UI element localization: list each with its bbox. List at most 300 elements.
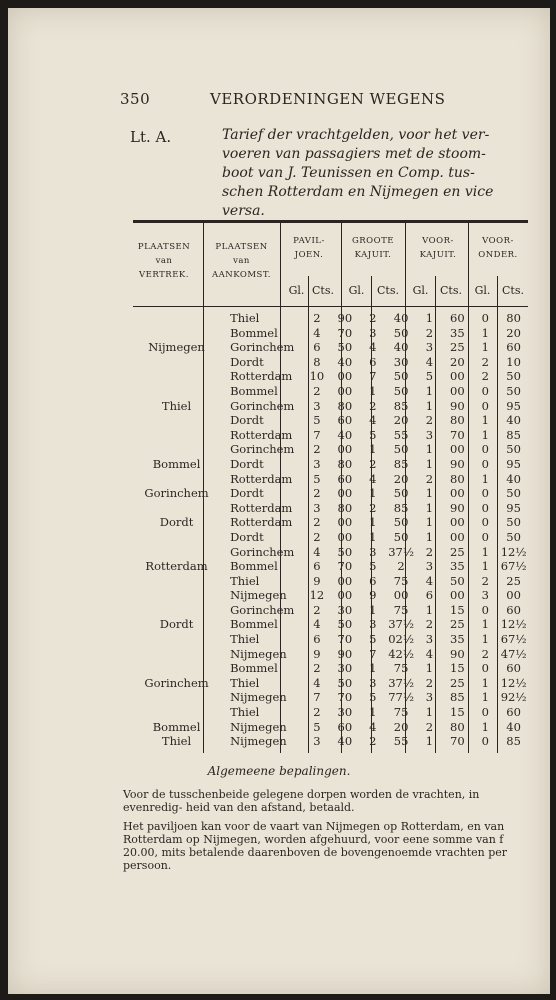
guilders-cell: 1	[481, 617, 489, 632]
header-to-line: AANKOMST.	[212, 270, 271, 280]
cents-cell: 50	[506, 486, 521, 501]
table-row	[133, 457, 528, 472]
cents-cell: 40	[337, 734, 353, 749]
header-from	[125, 240, 203, 282]
cents-cell: 60	[506, 340, 521, 355]
guilders-cell: 0	[481, 661, 489, 676]
guilders-cell: 7	[369, 369, 377, 384]
book-page	[8, 8, 550, 994]
cents-cell: 90	[450, 398, 465, 413]
cents-cell: 70	[337, 559, 353, 574]
cents-cell: 80	[337, 500, 353, 515]
arrival-place: Rotterdam	[230, 500, 293, 515]
page-number: 350	[120, 90, 151, 108]
guilders-cell: 2	[313, 486, 321, 501]
guilders-cell: 0	[481, 311, 489, 325]
table-row	[133, 369, 528, 384]
group-groote-kajuit: GROOTE KAJUIT.	[351, 236, 394, 260]
table-row	[133, 559, 528, 574]
cents-cell: 37½	[388, 544, 414, 559]
arrival-place: Nijmegen	[230, 690, 287, 705]
departure-place: Dordt	[159, 515, 194, 530]
cents-cell: 85	[393, 398, 409, 413]
departure-place	[133, 588, 220, 603]
table-row	[133, 647, 528, 662]
table-row	[133, 690, 528, 705]
cents-cell: 80	[337, 398, 353, 413]
guilders-cell: 0	[481, 529, 489, 544]
cents-cell: 50	[506, 383, 521, 398]
cents-cell: 50	[337, 617, 353, 632]
cents-cell: 10	[506, 354, 521, 369]
guilders-cell: 1	[481, 544, 489, 559]
group-paviljoen: PAVIL- JOEN.	[293, 236, 325, 260]
cents-cell: 50	[506, 369, 521, 384]
departure-place	[133, 428, 220, 443]
guilders-cell: 1	[481, 719, 489, 734]
cents-cell: 40	[506, 471, 521, 486]
cents-cell: 30	[337, 705, 353, 720]
guilders-cell: 2	[481, 369, 489, 384]
cents-cell: 75	[393, 705, 409, 720]
table-row	[133, 384, 528, 399]
guilders-cell: 0	[481, 515, 489, 530]
cents-cell: 75	[393, 661, 409, 676]
guilders-cell: 3	[425, 427, 434, 442]
guilders-cell: 2	[481, 573, 489, 588]
note-villages: Voor de tusschenbeide gelegene dorpen worden de vrachten, in evenredig- heid van den afstand, betaald.	[123, 788, 480, 814]
cents-cell: 25	[450, 617, 465, 632]
cents-cell: 70	[337, 632, 353, 647]
table-row	[133, 603, 528, 618]
unit-cts: Cts.	[440, 284, 462, 297]
guilders-cell: 9	[369, 588, 377, 603]
guilders-cell: 3	[369, 544, 377, 559]
guilders-cell: 2	[313, 705, 321, 720]
departure-place	[133, 413, 220, 428]
header-to	[204, 240, 279, 282]
cents-cell: 50	[506, 515, 521, 530]
tariff-table	[133, 311, 528, 749]
arrival-place: Rotterdam	[230, 369, 293, 384]
cents-cell: 60	[337, 471, 353, 486]
guilders-cell: 3	[425, 340, 434, 355]
cents-cell: 50	[337, 675, 353, 690]
cents-cell: 85	[506, 734, 521, 749]
cents-cell: 00	[450, 588, 465, 603]
departure-place: Thiel	[161, 734, 192, 749]
guilders-cell: 5	[313, 471, 321, 486]
cents-cell: 47½	[500, 646, 527, 661]
title-line: versa.	[222, 203, 265, 219]
guilders-cell: 4	[369, 719, 377, 734]
cents-cell: 50	[337, 340, 353, 355]
cents-cell: 50	[337, 544, 353, 559]
arrival-place: Dordt	[230, 456, 264, 471]
cents-cell: 20	[450, 354, 465, 369]
cents-cell: 15	[450, 661, 465, 676]
guilders-cell: 1	[481, 427, 489, 442]
unit-gl: Gl.	[288, 284, 305, 297]
guilders-cell: 0	[481, 383, 489, 398]
cents-cell: 20	[393, 471, 409, 486]
cents-cell: 02½	[388, 632, 414, 647]
header-from-line: PLAATSEN	[137, 242, 191, 252]
cents-cell: 00	[450, 369, 465, 384]
guilders-cell: 1	[425, 311, 434, 325]
table-row	[133, 326, 528, 341]
guilders-cell: 3	[313, 456, 321, 471]
cents-cell: 67½	[500, 559, 527, 574]
table-row	[133, 413, 528, 428]
header-to-line: PLAATSEN	[215, 242, 268, 252]
table-row	[133, 661, 528, 676]
cents-cell: 70	[450, 427, 465, 442]
guilders-cell: 1	[481, 690, 489, 705]
cents-cell: 90	[337, 646, 353, 661]
arrival-place: Nijmegen	[230, 734, 287, 749]
guilders-cell: 1	[481, 559, 489, 574]
guilders-cell: 1	[425, 383, 434, 398]
guilders-cell: 5	[369, 690, 377, 705]
guilders-cell: 5	[369, 427, 377, 442]
cents-cell: 50	[506, 529, 521, 544]
cents-cell: 20	[393, 413, 409, 428]
cents-cell: 20	[506, 325, 521, 340]
departure-place	[133, 690, 220, 705]
cents-cell: 50	[393, 486, 409, 501]
departure-place: Gorinchem	[144, 486, 209, 501]
cents-cell: 25	[506, 573, 521, 588]
header-to-line: van	[233, 256, 250, 266]
cents-cell: 25	[450, 675, 465, 690]
departure-place: Nijmegen	[148, 340, 205, 355]
unit-gl: Gl.	[348, 284, 365, 297]
table-row	[133, 734, 528, 749]
guilders-cell: 4	[313, 325, 321, 340]
cents-cell: 80	[337, 456, 353, 471]
unit-gl: Gl.	[412, 284, 429, 297]
guilders-cell: 0	[481, 705, 489, 720]
departure-place	[133, 326, 220, 341]
departure-place	[133, 501, 220, 516]
departure-place	[133, 472, 220, 487]
cents-cell: 00	[337, 529, 353, 544]
cents-cell: 55	[393, 734, 409, 749]
cents-cell: 50	[393, 442, 409, 457]
cents-cell: 70	[337, 690, 353, 705]
guilders-cell: 2	[313, 661, 321, 676]
cents-cell: 90	[337, 311, 353, 325]
cents-cell: 00	[450, 529, 465, 544]
guilders-cell: 1	[481, 325, 489, 340]
cents-cell: 30	[337, 602, 353, 617]
guilders-cell: 1	[369, 602, 377, 617]
guilders-cell: 1	[425, 442, 434, 457]
cents-cell: 60	[337, 413, 353, 428]
guilders-cell: 2	[313, 602, 321, 617]
guilders-cell: 3	[369, 617, 377, 632]
departure-place	[133, 705, 220, 720]
arrival-place: Gorinchem	[230, 544, 295, 559]
guilders-cell: 0	[481, 486, 489, 501]
guilders-cell: 2	[369, 456, 377, 471]
guilders-cell: 1	[425, 456, 434, 471]
section-label: Lt. A.	[130, 128, 172, 146]
cents-cell: 95	[506, 456, 521, 471]
table-row	[133, 676, 528, 691]
guilders-cell: 1	[481, 632, 489, 647]
guilders-cell: 1	[425, 529, 434, 544]
arrival-place: Thiel	[230, 675, 260, 690]
cents-cell: 75	[393, 573, 409, 588]
guilders-cell: 0	[481, 602, 489, 617]
arrival-place: Dordt	[230, 529, 264, 544]
guilders-cell: 9	[313, 646, 321, 661]
note-paviljoen: Het paviljoen kan voor de vaart van Nijmegen op Rotterdam, en van Rotterdam op Nijmegen, worden afgehuurd, voor eene somme van f 20.00, mits betalende daarenboven de bovengenoemde vrachten per persoon.	[123, 820, 508, 872]
guilders-cell: 2	[313, 442, 321, 457]
unit-cts: Cts.	[312, 284, 334, 297]
cents-cell: 80	[506, 311, 521, 325]
guilders-cell: 1	[481, 413, 489, 428]
cents-cell: 85	[393, 456, 409, 471]
departure-place	[133, 545, 220, 560]
cents-cell: 50	[393, 369, 409, 384]
cents-cell: 37½	[388, 617, 414, 632]
guilders-cell: 1	[425, 486, 434, 501]
cents-cell: 50	[393, 325, 409, 340]
departure-place	[133, 311, 220, 326]
departure-place	[133, 603, 220, 618]
arrival-place: Gorinchem	[230, 398, 295, 413]
arrival-place: Bommel	[230, 325, 278, 340]
guilders-cell: 1	[369, 529, 377, 544]
guilders-cell: 3	[425, 559, 434, 574]
cents-cell: 00	[337, 573, 353, 588]
cents-cell: 00	[393, 588, 409, 603]
cents-cell: 40	[337, 354, 353, 369]
cents-cell: 85	[506, 427, 521, 442]
guilders-cell: 6	[313, 559, 321, 574]
departure-place	[133, 661, 220, 676]
departure-place: Bommel	[152, 719, 201, 734]
departure-place	[133, 632, 220, 647]
cents-cell: 00	[506, 588, 521, 603]
guilders-cell: 2	[313, 311, 321, 325]
cents-cell: 77½	[388, 690, 414, 705]
guilders-cell: 3	[313, 398, 321, 413]
cents-cell: 95	[506, 398, 521, 413]
arrival-place: Nijmegen	[230, 719, 287, 734]
cents-cell: 60	[506, 661, 521, 676]
departure-place	[133, 647, 220, 662]
table-row	[133, 545, 528, 560]
guilders-cell: 3	[313, 500, 321, 515]
guilders-cell: 6	[369, 354, 377, 369]
table-row	[133, 501, 528, 516]
arrival-place: Bommel	[230, 661, 278, 676]
departure-place: Gorinchem	[144, 675, 209, 690]
guilders-cell: 3	[313, 734, 321, 749]
cents-cell: 60	[506, 602, 521, 617]
arrival-place: Gorinchem	[230, 602, 295, 617]
cents-cell: 12½	[500, 544, 527, 559]
guilders-cell: 3	[425, 690, 434, 705]
guilders-cell: 2	[425, 719, 434, 734]
cents-cell: 2	[397, 559, 405, 574]
departure-place	[133, 530, 220, 545]
guilders-cell: 2	[313, 515, 321, 530]
cents-cell: 30	[393, 354, 409, 369]
cents-cell: 50	[393, 383, 409, 398]
guilders-cell: 4	[425, 646, 434, 661]
group-voor-onder: VOOR- ONDER.	[478, 236, 518, 260]
departure-place	[133, 384, 220, 399]
departure-place: Rotterdam	[145, 559, 208, 574]
title-line: boot van J. Teunissen en Comp. tus-	[222, 165, 475, 181]
guilders-cell: 10	[309, 369, 325, 384]
guilders-cell: 1	[369, 383, 377, 398]
guilders-cell: 3	[425, 632, 434, 647]
cents-cell: 00	[450, 442, 465, 457]
cents-cell: 35	[450, 559, 465, 574]
guilders-cell: 1	[425, 661, 434, 676]
cents-cell: 30	[337, 661, 353, 676]
guilders-cell: 2	[425, 413, 434, 428]
running-title: VERORDENINGEN WEGENS	[210, 90, 446, 108]
title-line: schen Rotterdam en Nijmegen en vice	[222, 184, 494, 200]
guilders-cell: 4	[369, 340, 377, 355]
guilders-cell: 1	[481, 340, 489, 355]
guilders-cell: 1	[425, 602, 434, 617]
general-provisions-heading: Algemeene bepalingen.	[207, 764, 351, 778]
guilders-cell: 6	[313, 632, 321, 647]
departure-place: Bommel	[152, 456, 201, 471]
cents-cell: 50	[506, 442, 521, 457]
cents-cell: 35	[450, 632, 465, 647]
guilders-cell: 2	[425, 471, 434, 486]
table-row	[133, 399, 528, 414]
departure-place: Dordt	[159, 617, 194, 632]
cents-cell: 70	[450, 734, 465, 749]
cents-cell: 00	[337, 486, 353, 501]
arrival-place: Dordt	[230, 354, 264, 369]
guilders-cell: 5	[313, 719, 321, 734]
section-title	[222, 126, 532, 221]
group-voor-kajuit: VOOR- KAJUIT.	[419, 236, 457, 260]
arrival-place: Thiel	[230, 573, 260, 588]
cents-cell: 60	[337, 719, 353, 734]
guilders-cell: 2	[313, 529, 321, 544]
guilders-cell: 1	[369, 705, 377, 720]
title-line: Tarief der vrachtgelden, voor het ver-	[222, 127, 490, 143]
arrival-place: Gorinchem	[230, 340, 295, 355]
cents-cell: 50	[393, 529, 409, 544]
departure-place	[133, 355, 220, 370]
cents-cell: 80	[450, 471, 465, 486]
cents-cell: 60	[506, 705, 521, 720]
guilders-cell: 4	[369, 471, 377, 486]
cents-cell: 12½	[500, 617, 527, 632]
cents-cell: 00	[337, 588, 353, 603]
guilders-cell: 3	[369, 325, 377, 340]
guilders-cell: 4	[425, 573, 434, 588]
cents-cell: 00	[337, 369, 353, 384]
cents-cell: 00	[450, 515, 465, 530]
guilders-cell: 1	[369, 486, 377, 501]
guilders-cell: 4	[369, 413, 377, 428]
cents-cell: 40	[393, 340, 409, 355]
guilders-cell: 5	[369, 559, 377, 574]
guilders-cell: 7	[313, 427, 321, 442]
guilders-cell: 1	[425, 500, 434, 515]
guilders-cell: 0	[481, 500, 489, 515]
cents-cell: 55	[393, 427, 409, 442]
guilders-cell: 1	[369, 515, 377, 530]
table-row	[133, 340, 528, 355]
cents-cell: 70	[337, 325, 353, 340]
arrival-place: Thiel	[230, 632, 260, 647]
guilders-cell: 2	[425, 675, 434, 690]
cents-cell: 85	[393, 500, 409, 515]
guilders-cell: 5	[369, 632, 377, 647]
cents-cell: 15	[450, 705, 465, 720]
cents-cell: 37½	[388, 675, 414, 690]
unit-cts: Cts.	[502, 284, 524, 297]
guilders-cell: 5	[313, 413, 321, 428]
cents-cell: 80	[450, 413, 465, 428]
arrival-place: Bommel	[230, 617, 278, 632]
table-row	[133, 486, 528, 501]
guilders-cell: 2	[481, 354, 489, 369]
cents-cell: 60	[450, 311, 465, 325]
guilders-cell: 2	[369, 311, 377, 325]
guilders-cell: 1	[425, 515, 434, 530]
table-row	[133, 720, 528, 735]
cents-cell: 40	[337, 427, 353, 442]
guilders-cell: 4	[425, 354, 434, 369]
table-row	[133, 428, 528, 443]
departure-place	[133, 442, 220, 457]
departure-place	[133, 574, 220, 589]
guilders-cell: 4	[313, 675, 321, 690]
guilders-cell: 0	[481, 398, 489, 413]
guilders-cell: 6	[425, 588, 434, 603]
guilders-cell: 0	[481, 442, 489, 457]
guilders-cell: 1	[481, 675, 489, 690]
cents-cell: 00	[337, 442, 353, 457]
guilders-cell: 0	[481, 734, 489, 749]
departure-place	[133, 369, 220, 384]
guilders-cell: 3	[369, 675, 377, 690]
table-row	[133, 632, 528, 647]
table-row	[133, 311, 528, 326]
arrival-place: Rotterdam	[230, 515, 293, 530]
table-row	[133, 617, 528, 632]
guilders-cell: 12	[309, 588, 325, 603]
guilders-cell: 6	[313, 340, 321, 355]
arrival-place: Rotterdam	[230, 427, 293, 442]
guilders-cell: 9	[313, 573, 321, 588]
table-row	[133, 705, 528, 720]
guilders-cell: 2	[425, 325, 434, 340]
arrival-place: Rotterdam	[230, 471, 293, 486]
cents-cell: 25	[450, 340, 465, 355]
arrival-place: Nijmegen	[230, 588, 287, 603]
arrival-place: Gorinchem	[230, 442, 295, 457]
cents-cell: 50	[450, 573, 465, 588]
cents-cell: 67½	[500, 632, 527, 647]
